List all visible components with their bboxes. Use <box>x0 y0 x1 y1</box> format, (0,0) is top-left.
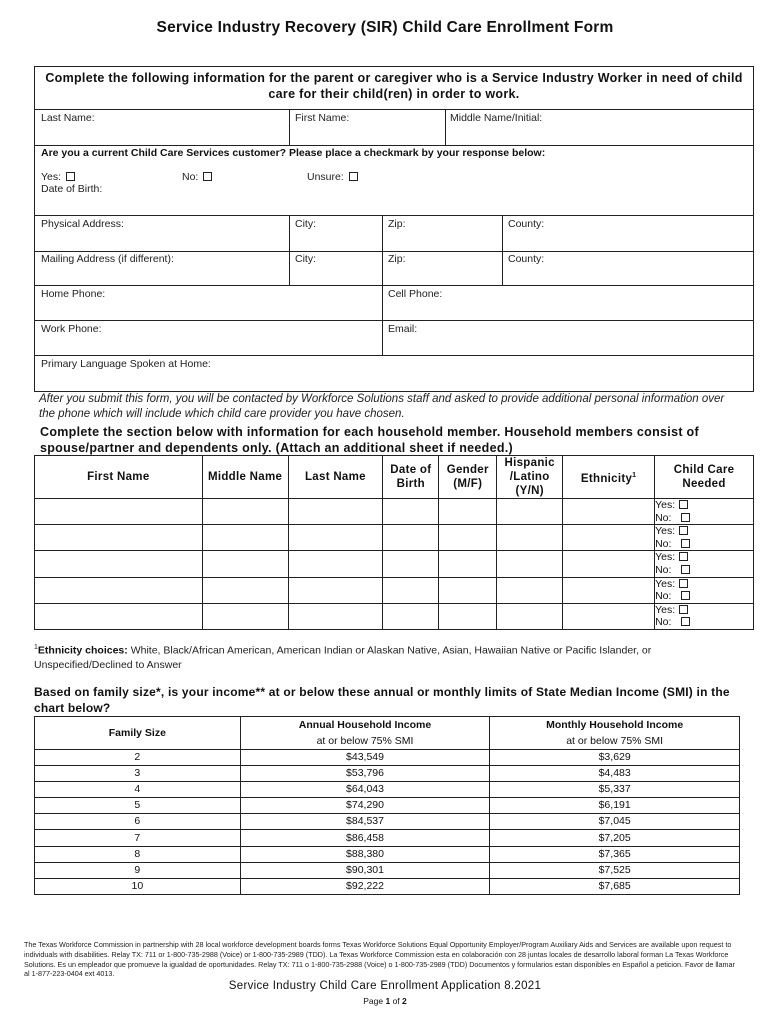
smi-row <box>35 766 740 782</box>
col-ethnicity-label: Ethnicity <box>580 472 633 485</box>
middle-name-label: Middle Name/Initial: <box>450 112 543 124</box>
family-size-cell: 9 <box>35 862 241 878</box>
smi-row <box>35 878 740 894</box>
childcare-no-checkbox[interactable] <box>681 513 690 522</box>
gender-cell[interactable] <box>439 499 497 525</box>
hispanic-cell[interactable] <box>497 499 563 525</box>
smi-col-monthly-line1: Monthly Household Income <box>546 719 684 731</box>
ethnicity-cell[interactable] <box>563 499 655 525</box>
col-first-name: First Name <box>35 456 203 499</box>
annual-income-cell: $88,380 <box>240 846 490 862</box>
childcare-no-checkbox[interactable] <box>681 591 690 600</box>
annual-income-cell: $43,549 <box>240 750 490 766</box>
childcare-yes-checkbox[interactable] <box>679 526 688 535</box>
form-title: Service Industry Recovery (SIR) Child Care Enrollment Form <box>156 19 614 36</box>
monthly-income-cell: $7,045 <box>490 814 740 830</box>
household-row <box>35 499 754 525</box>
ethnicity-note <box>34 641 734 672</box>
col-hispanic: Hispanic /Latino (Y/N) <box>497 456 563 499</box>
page-of: of <box>390 996 403 1006</box>
household-table-header <box>35 456 754 499</box>
dob-cell[interactable] <box>383 603 439 629</box>
city-label: City: <box>295 218 316 230</box>
family-size-cell: 2 <box>35 750 241 766</box>
legal-disclaimer: The Texas Workforce Commission in partnership with 28 local workforce development boards forms Texas Workforce Solutions Equal Opportunity Employer/Program Auxiliary Aids and Services are available upon request to individuals with disabilities. Relay TX: 711 or 1-800-735-2988 (Voice) or 1-800-735-2989 (TDD). La Texas Workforce Commission esta en colaboración con 28 juntas locales de desarrollo laboral forman La Texas Workforce Solutions. Es un empleador que promueve la igualdad de oportunidades. Relay TX: 711 o 1-800-735-2988 (Voice) o 1-800-735-2989 (TDD) Documentos y formularios estan disponibles en Español a peticion. Favor de llamar al 1-877-223-0404 ext 4013. <box>24 940 735 979</box>
no-label: No: <box>182 171 199 183</box>
dob-label: Date of Birth: <box>41 183 103 195</box>
annual-income-cell: $86,458 <box>240 830 490 846</box>
ethnicity-note-label: Ethnicity choices: <box>37 644 128 657</box>
childcare-no <box>655 564 753 577</box>
work-phone-label: Work Phone: <box>41 323 102 335</box>
page-number <box>0 996 770 1006</box>
income-question: Based on family size*, is your income** at or below these annual or monthly limits of State Median Income (SMI) in the chart below? <box>34 685 730 715</box>
childcare-no-checkbox[interactable] <box>681 617 690 626</box>
first-name-label: First Name: <box>295 112 350 124</box>
mailing-city-label: City: <box>295 253 316 265</box>
childcare-no-checkbox[interactable] <box>681 539 690 548</box>
smi-table-header <box>35 717 740 750</box>
childcare-yes-checkbox[interactable] <box>679 605 688 614</box>
monthly-income-cell: $7,365 <box>490 846 740 862</box>
smi-row <box>35 814 740 830</box>
first-name-cell[interactable] <box>35 577 203 603</box>
hispanic-cell[interactable] <box>497 603 563 629</box>
annual-income-cell: $74,290 <box>240 798 490 814</box>
divider <box>289 215 290 251</box>
divider <box>502 251 503 285</box>
ethnicity-footnote-ref: 1 <box>632 471 637 479</box>
smi-row <box>35 846 740 862</box>
family-size-cell: 10 <box>35 878 241 894</box>
smi-col-family-size: Family Size <box>35 717 241 750</box>
childcare-yes <box>655 525 753 538</box>
childcare-yes-checkbox[interactable] <box>679 552 688 561</box>
dob-cell[interactable] <box>383 577 439 603</box>
smi-row <box>35 798 740 814</box>
last-name-cell[interactable] <box>288 551 383 577</box>
mailing-address-label: Mailing Address (if different): <box>41 253 174 265</box>
caregiver-section-header: Complete the following information for the parent or caregiver who is a Service Industry Worker in need of child care for their child(ren) in order to work. <box>45 71 743 101</box>
no-checkbox[interactable] <box>203 172 212 181</box>
ethnicity-note-sup: 1 <box>34 644 38 651</box>
unsure-checkbox[interactable] <box>349 172 358 181</box>
mailing-county-label: County: <box>508 253 545 265</box>
language-label: Primary Language Spoken at Home: <box>41 358 211 370</box>
middle-name-cell[interactable] <box>202 499 288 525</box>
dob-cell[interactable] <box>383 499 439 525</box>
childcare-no-label: No: <box>655 590 672 603</box>
last-name-cell[interactable] <box>288 577 383 603</box>
contact-note: After you submit this form, you will be contacted by Workforce Solutions staff and asked to provide additional personal information over the phone which will include which child care provider you have chosen. <box>39 393 725 420</box>
divider <box>35 109 753 110</box>
county-label: County: <box>508 218 545 230</box>
middle-name-cell[interactable] <box>202 525 288 551</box>
col-last-name: Last Name <box>288 456 383 499</box>
childcare-yes <box>655 551 753 564</box>
childcare-no-label: No: <box>655 563 672 576</box>
divider <box>35 355 753 356</box>
home-phone-label: Home Phone: <box>41 288 106 300</box>
annual-income-cell: $92,222 <box>240 878 490 894</box>
zip-label: Zip: <box>388 218 406 230</box>
monthly-income-cell: $4,483 <box>490 766 740 782</box>
last-name-cell[interactable] <box>288 499 383 525</box>
smi-col-monthly <box>490 717 740 750</box>
smi-rows <box>35 750 740 895</box>
monthly-income-cell: $7,525 <box>490 862 740 878</box>
col-dob: Date of Birth <box>383 456 439 499</box>
childcare-yes-label: Yes: <box>655 551 676 564</box>
middle-name-cell[interactable] <box>202 603 288 629</box>
unsure-label: Unsure: <box>307 171 344 183</box>
household-table <box>34 455 754 630</box>
gender-cell[interactable] <box>439 603 497 629</box>
divider <box>35 215 753 216</box>
household-row <box>35 577 754 603</box>
divider <box>382 215 383 285</box>
smi-row <box>35 750 740 766</box>
divider <box>35 320 753 321</box>
hispanic-cell[interactable] <box>497 577 563 603</box>
last-name-label: Last Name: <box>41 112 95 124</box>
childcare-no <box>655 616 753 629</box>
col-gender: Gender (M/F) <box>439 456 497 499</box>
monthly-income-cell: $7,205 <box>490 830 740 846</box>
childcare-no <box>655 590 753 603</box>
childcare-yes-checkbox[interactable] <box>679 579 688 588</box>
hispanic-cell[interactable] <box>497 551 563 577</box>
divider <box>35 285 753 286</box>
childcare-yes-label: Yes: <box>655 525 676 538</box>
household-row <box>35 525 754 551</box>
gender-cell[interactable] <box>439 551 497 577</box>
family-size-cell: 5 <box>35 798 241 814</box>
childcare-no <box>655 538 753 551</box>
family-size-cell: 4 <box>35 782 241 798</box>
family-size-cell: 6 <box>35 814 241 830</box>
first-name-cell[interactable] <box>35 551 203 577</box>
household-section-header: Complete the section below with information for each household member. Household members consist of spouse/partner and dependents only. (Attach an additional sheet if needed.) <box>40 425 699 455</box>
monthly-income-cell: $7,685 <box>490 878 740 894</box>
dob-cell[interactable] <box>383 525 439 551</box>
ethnicity-cell[interactable] <box>563 603 655 629</box>
childcare-needed-cell <box>655 577 754 603</box>
smi-col-annual-line1: Annual Household Income <box>298 719 432 731</box>
col-middle-name: Middle Name <box>202 456 288 499</box>
childcare-yes-label: Yes: <box>655 499 676 511</box>
gender-cell[interactable] <box>439 577 497 603</box>
yes-option <box>41 171 75 183</box>
monthly-income-cell: $5,337 <box>490 782 740 798</box>
page-total: 2 <box>402 996 407 1006</box>
divider <box>289 109 290 145</box>
divider <box>502 215 503 251</box>
household-rows <box>35 499 754 630</box>
annual-income-cell: $90,301 <box>240 862 490 878</box>
col-ethnicity <box>563 456 655 499</box>
email-label: Email: <box>388 323 418 335</box>
monthly-income-cell: $6,191 <box>490 798 740 814</box>
monthly-income-cell: $3,629 <box>490 750 740 766</box>
smi-row <box>35 862 740 878</box>
family-size-cell: 7 <box>35 830 241 846</box>
childcare-needed-cell <box>655 499 754 525</box>
childcare-no-checkbox[interactable] <box>681 565 690 574</box>
smi-table <box>34 716 740 895</box>
household-row <box>35 603 754 629</box>
last-name-cell[interactable] <box>288 525 383 551</box>
childcare-yes-checkbox[interactable] <box>679 500 688 509</box>
mailing-zip-label: Zip: <box>388 253 406 265</box>
annual-income-cell: $53,796 <box>240 766 490 782</box>
ethnicity-cell[interactable] <box>563 577 655 603</box>
childcare-yes-label: Yes: <box>655 577 676 590</box>
childcare-no-label: No: <box>655 616 672 629</box>
application-version: Service Industry Child Care Enrollment Application 8.2021 <box>228 980 542 992</box>
childcare-no-label: No: <box>655 511 672 524</box>
yes-checkbox[interactable] <box>66 172 75 181</box>
no-option <box>182 171 212 183</box>
family-size-cell: 3 <box>35 766 241 782</box>
household-row <box>35 551 754 577</box>
yes-label: Yes: <box>41 171 62 183</box>
ethnicity-note-text: White, Black/African American, American Indian or Alaskan Native, Asian, Hawaiian Native or Pacific Islander, or Unspecified/Declined to Answer <box>34 644 652 671</box>
middle-name-cell[interactable] <box>202 551 288 577</box>
childcare-yes <box>655 604 753 617</box>
childcare-needed-cell <box>655 551 754 577</box>
childcare-yes <box>655 578 753 591</box>
first-name-cell[interactable] <box>35 499 203 525</box>
smi-row <box>35 782 740 798</box>
divider <box>35 251 753 252</box>
hispanic-cell[interactable] <box>497 525 563 551</box>
cell-phone-label: Cell Phone: <box>388 288 443 300</box>
caregiver-section <box>34 66 754 392</box>
dob-cell[interactable] <box>383 551 439 577</box>
divider <box>445 109 446 145</box>
smi-col-annual-line2: at or below 75% SMI <box>316 735 414 747</box>
gender-cell[interactable] <box>439 525 497 551</box>
first-name-cell[interactable] <box>35 525 203 551</box>
divider <box>35 145 753 146</box>
middle-name-cell[interactable] <box>202 577 288 603</box>
divider <box>289 251 290 285</box>
childcare-yes-label: Yes: <box>655 603 676 616</box>
childcare-yes <box>655 499 753 512</box>
family-size-cell: 8 <box>35 846 241 862</box>
childcare-needed-cell <box>655 603 754 629</box>
childcare-needed-cell <box>655 525 754 551</box>
physical-address-label: Physical Address: <box>41 218 124 230</box>
col-childcare: Child Care Needed <box>655 456 754 499</box>
last-name-cell[interactable] <box>288 603 383 629</box>
page-prefix: Page <box>363 996 386 1006</box>
annual-income-cell: $84,537 <box>240 814 490 830</box>
ethnicity-cell[interactable] <box>563 525 655 551</box>
first-name-cell[interactable] <box>35 603 203 629</box>
annual-income-cell: $64,043 <box>240 782 490 798</box>
customer-question: Are you a current Child Care Services customer? Please place a checkmark by your response below: <box>41 147 546 159</box>
childcare-no-label: No: <box>655 537 672 550</box>
childcare-no <box>655 512 753 525</box>
unsure-option <box>307 171 358 183</box>
ethnicity-cell[interactable] <box>563 551 655 577</box>
smi-col-monthly-line2: at or below 75% SMI <box>566 735 664 747</box>
smi-row <box>35 830 740 846</box>
smi-col-annual <box>240 717 490 750</box>
page-current: 1 <box>385 996 391 1006</box>
